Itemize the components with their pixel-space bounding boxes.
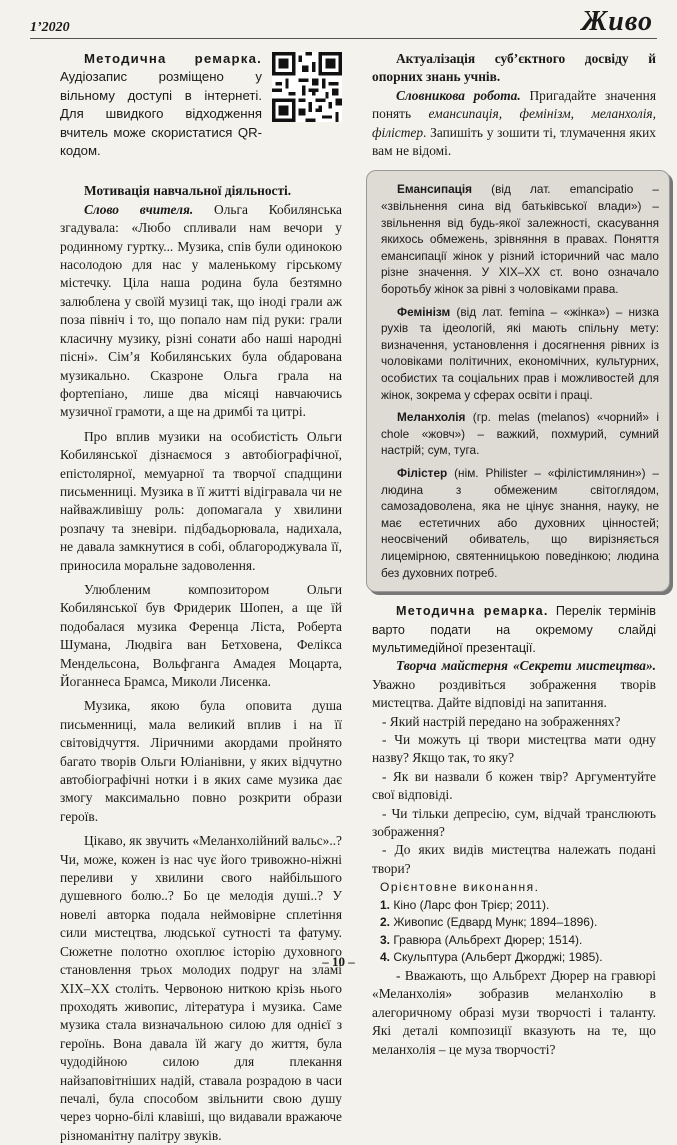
remark2-text: Перелік термінів варто подати на окремому слайді мультимедійної презентації. — [372, 604, 656, 655]
left-column — [60, 50, 342, 1145]
paragraph-4: Музика, якою була оповита душа письменниці, мала великий вплив і на її світовідчуття. Ліричними акордами пройнято багато творів Ольги Юліанівни, у яких відчутно автобіографічні нотки і в яких саме музика дає змогу максимально повно розкрити образи героїв. — [60, 698, 342, 824]
vocab-label: Словникова робота. — [396, 87, 521, 103]
workshop-text: Уважно роздивіться зображення творів мистецтва. Дайте відповіді на запитання. — [372, 676, 656, 711]
paragraph-5: Цікаво, як звучить «Меланхолійний вальс»..? Чи, може, кожен із нас чує його тривожно-ніжні переливи у хвилини свого найбільшого душевного болю..? Бо це мелодія душі..? У новелі авторка подала неймовірне сплетіння сили мистецтва, людської сутності та фатуму. Сюжетне полотно охоплює історію духовного становлення трьох молодих подруг на зламі XIX–XX століть. Червоною ниткою крізь нього проходять живопис, література і музика. Саме музика стала визначальною силою для однієї з героїнь. Вона давала їй жагу до життя, була чудодійною силою для плекання найзаповітніших надій, ставала розрадою в часи печалі, була способом звільнити свою душу через чорно-білі клавіші, що видавали вражаюче різноманітну палітру звуків. — [60, 833, 342, 1143]
term-melancholy: Меланхолія — [397, 410, 466, 425]
question-item: - Який настрій передано на зображеннях? — [382, 713, 621, 729]
answer-number: 2. — [380, 915, 391, 930]
remark-block — [60, 50, 342, 160]
remark2-title: Методична ремарка. — [396, 604, 549, 619]
question-item: - До яких видів мистецтва належать подані твори? — [372, 842, 656, 876]
glossary-entry — [381, 304, 659, 404]
answer-number: 1. — [380, 897, 391, 912]
question-item: - Як ви назвали б кожен твір? Аргументуйте свої відповіді. — [372, 768, 656, 803]
answer-number: 4. — [380, 950, 391, 965]
header-rule — [30, 38, 657, 39]
teacher-label: Слово вчителя. — [84, 201, 194, 217]
answer-text: Живопис (Едвард Мунк; 1894–1896). — [390, 915, 598, 930]
journal-logo: Живо — [581, 6, 653, 37]
glossary-box — [366, 170, 670, 592]
vocab-terms: емансипація, фемінізм, меланхолія, філістер — [372, 106, 656, 140]
glossary-entry — [381, 181, 659, 297]
actualization-heading: Актуалізація суб’єктного досвіду й опорних знань учнів. — [372, 51, 656, 85]
glossary-entry — [381, 465, 659, 581]
answer-item — [372, 914, 656, 932]
term-definition: (нім. Philister – «філістимлянин») – людина з обмеженим світоглядом, самозадоволена, яка не цінує знання, науку, не має естетичних або духовних цінностей; неосвічений обиватель, що вирізняється лицемірною, святенницькою поведінкою; людина без духовних потреб. — [381, 465, 659, 580]
term-definition: (від лат. femina – «жінка») – низка рухів та ідеологій, які мають спільну мету: визначення, установлення і досягнення рівних із чоловіками політичних, економічних, культурних, особистих та соціальних прав і можливостей для жінок, зокрема у сферах освіти і праці. — [381, 304, 659, 402]
term-definition: (гр. melas (melanos) «чорний» і chole «жовч») – важкий, похмурий, сумний настрій; сум, туга. — [381, 410, 659, 458]
questions-list — [372, 713, 656, 879]
term-emancipation: Емансипація — [397, 182, 473, 197]
question-item: - Чи можуть ці твори мистецтва мати одну назву? Якщо так, то яку? — [372, 731, 656, 766]
page-number: – 10 – — [322, 954, 355, 969]
paragraph-1: Ольга Кобилянська згадувала: «Любо спливали нам вечори у родинному гуртку... Музика, спів були одинокою насолодою для нас у маленькому гірському містечку. Ціла наша родина була безтямно залюблена у своїй музиці так, що іноді грали аж поза північ і то, що попало нам під руки: грали класичну музику, різні сонати або наші народні пісні». Сім’я Кобилянських була обдарована музикально. Сказроне Ольга грала на фортепіано, лише два місяці навчаючись музичної грамоти, а ще на дримбі та цитрі. — [60, 201, 342, 420]
page-header — [0, 0, 677, 50]
orientation-heading: Орієнтовне виконання. — [380, 880, 540, 895]
paragraph-3: Улюбленим композитором Ольги Кобилянської був Фридерик Шопен, а ще їй подобалася музика Ференца Ліста, Роберта Шумана, Людвіга ван Бетховена, Фелікса Мендельсона, Вольфганга Амадея Моцарта, Йоганнеса Брамса, Миколи Лисенка. — [60, 581, 342, 689]
answer-item — [372, 932, 656, 950]
glossary-entry — [381, 409, 659, 459]
answer-text: Кіно (Ларс фон Трієр; 2011). — [390, 897, 550, 912]
paragraph-2: Про вплив музики на особистість Ольги Кобилянської дізнаємося з автобіографічної, епістолярної, мемуарної та творчої спадщини письменниці. Музика в її житті відігравала чи не найважливішу роль: допомагала у хвилини розпачу та зневіри. підбадьорювала, надихала, не давала замкнутися в собі, облагороджувала її, приносила моральне задоволення. — [60, 428, 342, 573]
vocab-text-end: . Запишіть у зошити ті, тлумачення яких вам не відомі. — [372, 124, 656, 159]
qr-code-icon[interactable] — [272, 52, 342, 122]
answer-item — [372, 897, 656, 915]
term-feminism: Фемінізм — [397, 304, 451, 319]
motivation-heading: Мотивація навчальної діяльності. — [84, 183, 292, 199]
workshop-label: Творча майстерня «Секрети мистецтва». — [396, 658, 656, 674]
final-question: - Вважають, що Альбрехт Дюрер на гравюрі «Меланхолія» зобразив меланхолію в алегоричному образі музи творчості і таланту. Які деталі композиції вказують на те, що меланхолія – це муза творчості? — [372, 967, 656, 1057]
answer-text: Гравюра (Альбрехт Дюрер; 1514). — [390, 932, 583, 947]
issue-number: 1’2020 — [30, 20, 70, 35]
remark-text: Аудіозапис розміщено у вільному доступі в інтернеті. Для швидкого відходження вчитель може скористатися QR-кодом. — [60, 69, 262, 159]
remark-title: Методична ремарка. — [84, 51, 262, 66]
answer-number: 3. — [380, 932, 391, 947]
right-column — [372, 50, 659, 1059]
term-philistine: Філістер — [397, 465, 448, 480]
vocab-text: Пригадайте значення понять — [372, 87, 656, 122]
question-item: - Чи тільки депресію, сум, відчай транслюють зображення? — [372, 805, 656, 839]
term-definition: (від лат. emancipatio – «звільнення сина від батьківської влади») – звільнення від будь-якої залежності, скасування якихось обмежень, зрівняння в правах. Поняття емансипації жінок у різний історичний час мало різне значення. У XIX–XX ст. воно означало боротьбу жінок за рівні з чоловіками права. — [381, 182, 659, 296]
answer-text: Скульптура (Альберт Джорджі; 1985). — [390, 950, 603, 965]
